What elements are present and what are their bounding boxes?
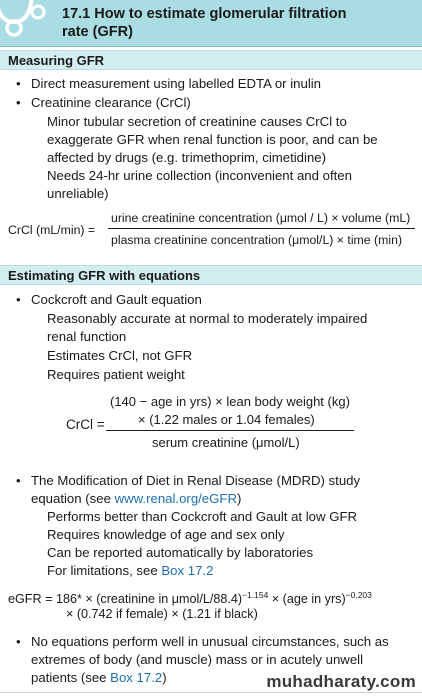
crcl-text-3: affected by drugs (e.g. trimethoprim, cimetidine) — [47, 150, 327, 165]
cg-formula-denominator: serum creatinine (μmol/L) — [152, 435, 300, 450]
crcl-text-1: Minor tubular secretion of creatinine causes CrCl to — [47, 114, 347, 129]
cg-formula-numerator-1: (140 − age in yrs) × lean body weight (kg) — [110, 394, 350, 409]
crcl-text-2: exaggerate GFR when renal function is poor, and can be — [47, 132, 378, 147]
bullet-mdrd: • The Modification of Diet in Renal Disease (MDRD) study — [31, 472, 360, 489]
bullet-direct-measurement: • Direct measurement using labelled EDTA or inulin — [31, 75, 321, 92]
egfr-equation-line2: × (0.742 if female) × (1.21 if black) — [66, 607, 258, 621]
crcl-text-4: Needs 24-hr urine collection (inconvenient and often — [47, 168, 352, 183]
mdrd-equation-ref: equation (see www.renal.org/eGFR) — [31, 491, 242, 506]
cg-text-3: Estimates CrCl, not GFR — [47, 348, 193, 363]
cg-text-4: Requires patient weight — [47, 367, 185, 382]
cg-text-1: Reasonably accurate at normal to moderately impaired — [47, 311, 368, 326]
egfr-equation-line1: eGFR = 186* × (creatinine in μmol/L/88.4)$^{-1.154}$ × (age in yrs)$^{-0.203}$ — [8, 590, 372, 607]
mdrd-text-1: Performs better than Cockcroft and Gault at low GFR — [47, 509, 358, 524]
crcl-formula-denominator: plasma creatinine concentration (μmol/L) × time (min) — [111, 233, 403, 247]
section-heading-estimating: Estimating GFR with equations — [0, 265, 422, 285]
stethoscope-icon — [0, 0, 46, 42]
no-equations-text-3: patients (see Box 17.2) — [31, 670, 167, 685]
cg-fraction-bar — [106, 430, 354, 431]
no-equations-text-2: extremes of body (and muscle) mass or in acutely unwell — [31, 652, 364, 667]
box-header — [0, 0, 422, 47]
box-bottom-border — [0, 692, 422, 693]
crcl-formula-numerator: urine creatinine concentration (μmol / L) × volume (mL) — [111, 211, 411, 225]
bullet-creatinine-clearance: • Creatinine clearance (CrCl) — [31, 94, 191, 111]
cg-text-2: renal function — [47, 329, 127, 344]
bullet-cockcroft-gault: • Cockcroft and Gault equation — [31, 291, 202, 308]
crcl-fraction-bar — [108, 228, 415, 229]
box-17-2-link[interactable]: Box 17.2 — [161, 563, 214, 578]
bullet-no-equations: • No equations perform well in unusual circumstances, such as — [31, 633, 389, 650]
cg-formula-lhs: CrCl = — [66, 417, 105, 432]
box-title: 17.1 How to estimate glomerular filtration rate (GFR) — [62, 6, 347, 40]
crcl-formula-lhs: CrCl (mL/min) = — [8, 223, 96, 237]
mdrd-text-2: Requires knowledge of age and sex only — [47, 527, 285, 542]
renal-org-link[interactable]: www.renal.org/eGFR — [114, 491, 237, 506]
section-heading-measuring: Measuring GFR — [0, 50, 422, 70]
mdrd-text-3: Can be reported automatically by laboratories — [47, 545, 314, 560]
cg-formula-numerator-2: × (1.22 males or 1.04 females) — [138, 412, 315, 427]
box-17-2-link-2[interactable]: Box 17.2 — [110, 670, 163, 685]
mdrd-limitations: For limitations, see Box 17.2 — [47, 563, 214, 578]
watermark: muhadharaty.com — [266, 672, 416, 691]
crcl-text-5: unreliable) — [47, 186, 109, 201]
